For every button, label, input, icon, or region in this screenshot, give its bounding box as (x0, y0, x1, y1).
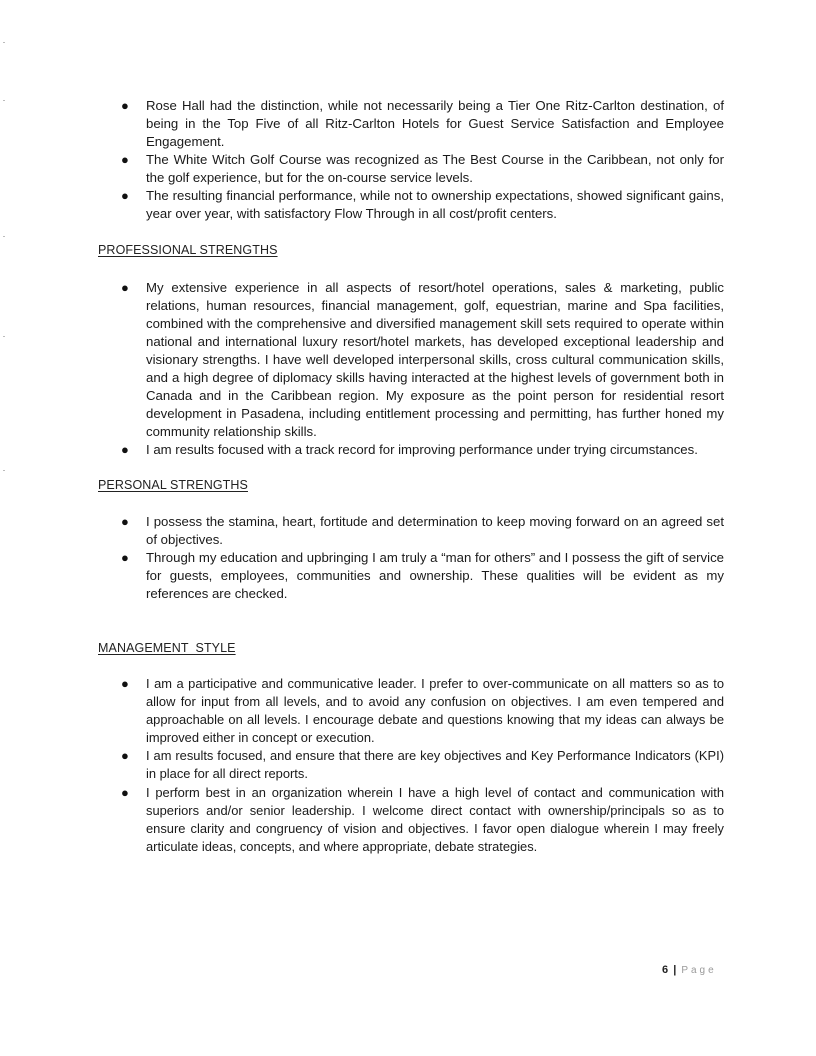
list-item (0, 151, 816, 187)
bullet-icon: ● (121, 784, 129, 800)
list-item-text: I am results focused with a track record for improving performance under trying circumstances. (146, 442, 698, 457)
list-item-text: I am a participative and communicative leader. I prefer to over-communicate on all matters so as to allow for input from all levels, and to avoid any confusion on objectives. I am even tempered and approachable on all levels. I encourage debate and questions knowing that my ideas can always be improved either in concept or execution. (146, 676, 724, 746)
list-item-text: I am results focused, and ensure that there are key objectives and Key Performance Indicators (KPI) in place for all direct reports. (146, 748, 724, 782)
list-item-text: The White Witch Golf Course was recognized as The Best Course in the Caribbean, not only for the golf experience, but for the on-course service levels. (146, 152, 724, 185)
page-label: Page (681, 965, 717, 976)
bullet-icon: ● (121, 188, 129, 203)
list-item (0, 675, 816, 747)
scan-margin-mark (3, 42, 5, 43)
list-item-text: Through my education and upbringing I am truly a “man for others” and I possess the gift of service for guests, employees, communities and ownership. These qualities will be evident as my references are checked. (146, 550, 724, 601)
list-item-text: The resulting financial performance, while not to ownership expectations, showed significant gains, year over year, with satisfactory Flow Through in all cost/profit centers. (146, 188, 724, 221)
scan-margin-mark (3, 336, 5, 337)
page-footer (662, 964, 717, 976)
page-separator: | (673, 964, 677, 976)
scan-margin-mark (3, 470, 5, 471)
bullet-icon: ● (121, 442, 129, 457)
list-item-text: I possess the stamina, heart, fortitude and determination to keep moving forward on an agreed set of objectives. (146, 514, 724, 547)
list-item (0, 513, 816, 549)
scan-margin-mark (3, 236, 5, 237)
professional-strengths-list (0, 279, 816, 459)
bullet-icon: ● (121, 98, 129, 113)
bullet-icon: ● (121, 676, 129, 691)
scan-margin-mark (3, 100, 5, 101)
list-item (0, 187, 816, 223)
bullet-icon: ● (121, 748, 129, 764)
list-item (0, 279, 816, 441)
list-item (0, 97, 816, 151)
bullet-icon: ● (121, 550, 129, 565)
page-number: 6 (662, 964, 669, 976)
personal-strengths-list (0, 513, 816, 603)
list-item-text: My extensive experience in all aspects of resort/hotel operations, sales & marketing, public relations, human resources, financial management, golf, equestrian, marine and Spa facilities, combined with the comprehensive and diversified management skill sets required to operate within national and international luxury resort/hotel markets, has developed exceptional leadership and visionary strengths. I have well developed interpersonal skills, cross cultural communication skills, and a high degree of diplomacy skills having interacted at the highest levels of government both in Canada and in the Caribbean region. My exposure as the point person for residential resort development in Pasadena, including entitlement processing and permitting, has further honed my community relationship skills. (146, 280, 724, 439)
intro-bullet-list (0, 97, 816, 223)
personal-strengths-heading: PERSONAL STRENGTHS (98, 478, 248, 492)
professional-strengths-heading: PROFESSIONAL STRENGTHS (98, 243, 278, 257)
list-item-text: I perform best in an organization wherein I have a high level of contact and communication with superiors and/or senior leadership. I welcome direct contact with ownership/principals so as to ensure clarity and congruency of vision and objectives. I favor open dialogue wherein I may freely articulate ideas, concepts, and where appropriate, debate strategies. (146, 784, 724, 854)
bullet-icon: ● (121, 514, 129, 529)
list-item (0, 441, 816, 459)
list-item (0, 784, 816, 856)
management-style-heading: MANAGEMENT STYLE (98, 641, 236, 655)
list-item (0, 747, 816, 783)
list-item-text: Rose Hall had the distinction, while not necessarily being a Tier One Ritz-Carlton destination, of being in the Top Five of all Ritz-Carlton Hotels for Guest Service Satisfaction and Employee Engagement. (146, 98, 724, 149)
bullet-icon: ● (121, 152, 129, 167)
bullet-icon: ● (121, 280, 129, 295)
management-style-list (0, 675, 816, 856)
list-item (0, 549, 816, 603)
